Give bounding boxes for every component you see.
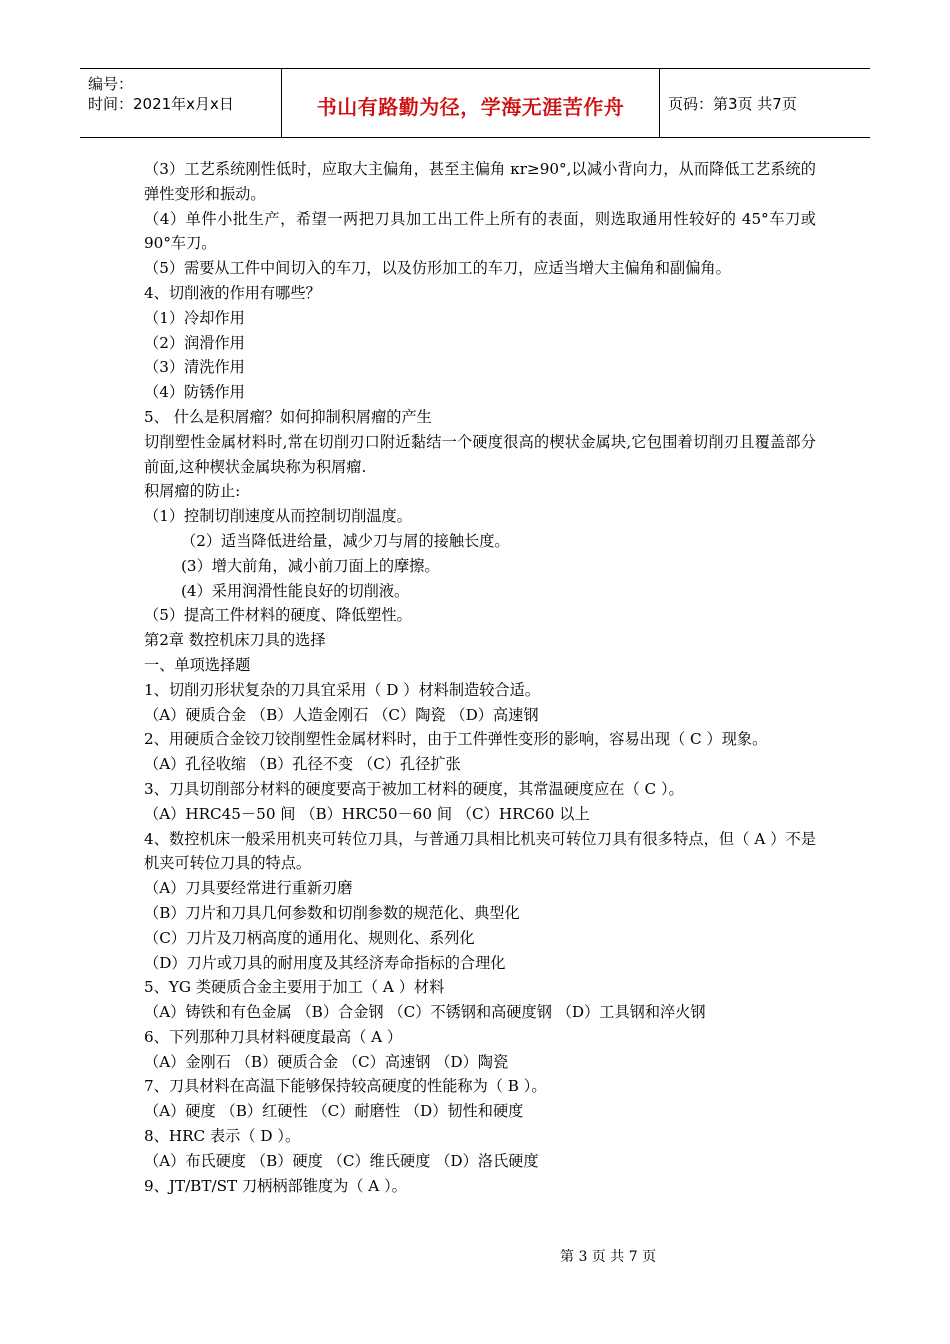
paragraph-line: （2）适当降低进给量，减少刀与屑的接触长度。 — [181, 531, 510, 550]
question-line: 7、刀具材料在高温下能够保持较高硬度的性能称为（ B ）。 — [144, 1077, 547, 1096]
question-line: 5、YG 类硬质合金主要用于加工（ A ）材料 — [144, 978, 445, 997]
header-motto: 书山有路勤为径，学海无涯苦作舟 — [316, 95, 625, 119]
paragraph-line: （4）防锈作用 — [144, 383, 245, 402]
question-line: 8、HRC 表示（ D ）。 — [144, 1127, 301, 1146]
header-page-cell — [660, 69, 870, 137]
question-line: 3、刀具切削部分材料的硬度要高于被加工材料的硬度，其常温硬度应在（ C ）。 — [144, 779, 684, 798]
paragraph-line: 切削塑性金属材料时,常在切削刃口附近黏结一个硬度很高的楔状金属块,它包围着切削刃且覆盖部分前面,这种楔状金属块称为积屑瘤. — [144, 432, 816, 476]
answer-options: （A）硬度 （B）红硬性 （C）耐磨性 （D）韧性和硬度 — [144, 1102, 524, 1121]
question-line: 9、JT/BT/ST 刀柄柄部锥度为（ A ）。 — [144, 1176, 407, 1195]
document-body — [144, 157, 816, 1198]
paragraph-line: 积屑瘤的防止: — [144, 482, 241, 501]
answer-option: （D）刀片或刀具的耐用度及其经济寿命指标的合理化 — [144, 953, 506, 972]
answer-options: （A）孔径收缩 （B）孔径不变 （C）孔径扩张 — [144, 755, 461, 774]
paragraph-line: （1）控制切削速度从而控制切削温度。 — [144, 507, 412, 526]
document-number-label: 编号： — [88, 75, 134, 93]
section-heading: 一、单项选择题 — [144, 655, 251, 674]
question-heading: 5、 什么是积屑瘤？如何抑制积屑瘤的产生 — [144, 407, 432, 426]
paragraph-line: （4）单件小批生产，希望一两把刀具加工出工件上所有的表面，则选取通用性较好的 45°车刀或 90°车刀。 — [144, 209, 816, 253]
question-line: 4、数控机床一般采用机夹可转位刀具，与普通刀具相比机夹可转位刀具有很多特点，但（ A ）不是机夹可转位刀具的特点。 — [144, 829, 816, 873]
paragraph-line: (3）增大前角，减小前刀面上的摩擦。 — [181, 556, 440, 575]
paragraph-line: （3）工艺系统刚性低时，应取大主偏角，甚至主偏角 κr≥90°,以减小背向力，从而降低工艺系统的弹性变形和振动。 — [144, 160, 816, 203]
page-header — [80, 68, 870, 138]
answer-option: （B）刀片和刀具几何参数和切削参数的规范化、典型化 — [144, 903, 520, 922]
footer-page-number: 第 3 页 共 7 页 — [560, 1249, 657, 1265]
paragraph-line: (4）采用润滑性能良好的切削液。 — [181, 581, 410, 600]
question-heading: 4、切削液的作用有哪些？ — [144, 283, 321, 302]
answer-option: （C）刀片及刀柄高度的通用化、规则化、系列化 — [144, 928, 475, 947]
paragraph-line: （2）润滑作用 — [144, 333, 245, 352]
question-line: 6、下列那种刀具材料硬度最高（ A ） — [144, 1027, 403, 1046]
header-info-cell — [80, 69, 282, 137]
paragraph-line: （1）冷却作用 — [144, 308, 245, 327]
answer-option: （A）刀具要经常进行重新刃磨 — [144, 879, 353, 898]
chapter-heading: 第2章 数控机床刀具的选择 — [144, 631, 326, 650]
question-line: 2、用硬质合金铰刀铰削塑性金属材料时，由于工件弹性变形的影响，容易出现（ C ）现象。 — [144, 730, 768, 749]
question-line: 1、切削刃形状复杂的刀具宜采用（ D ）材料制造较合适。 — [144, 680, 540, 699]
header-page-number: 页码：第3页 共7页 — [668, 95, 797, 113]
answer-options: （A）铸铁和有色金属 （B）合金钢 （C）不锈钢和高硬度钢 （D）工具钢和淬火钢 — [144, 1003, 706, 1022]
answer-options: （A）布氏硬度 （B）硬度 （C）维氏硬度 （D）洛氏硬度 — [144, 1151, 539, 1170]
answer-options: （A）硬质合金 （B）人造金刚石 （C）陶瓷 （D）高速钢 — [144, 705, 539, 724]
answer-options: （A）金刚石 （B）硬质合金 （C）高速钢 （D）陶瓷 — [144, 1052, 509, 1071]
header-motto-cell — [282, 69, 660, 137]
paragraph-line: （3）清洗作用 — [144, 358, 245, 377]
paragraph-line: （5）提高工件材料的硬度、降低塑性。 — [144, 606, 412, 625]
answer-options: （A）HRC45－50 间 （B）HRC50－60 间 （C）HRC60 以上 — [144, 804, 590, 823]
document-date: 时间：2021年x月x日 — [88, 95, 234, 113]
paragraph-line: （5）需要从工件中间切入的车刀，以及仿形加工的车刀，应适当增大主偏角和副偏角。 — [144, 259, 731, 278]
